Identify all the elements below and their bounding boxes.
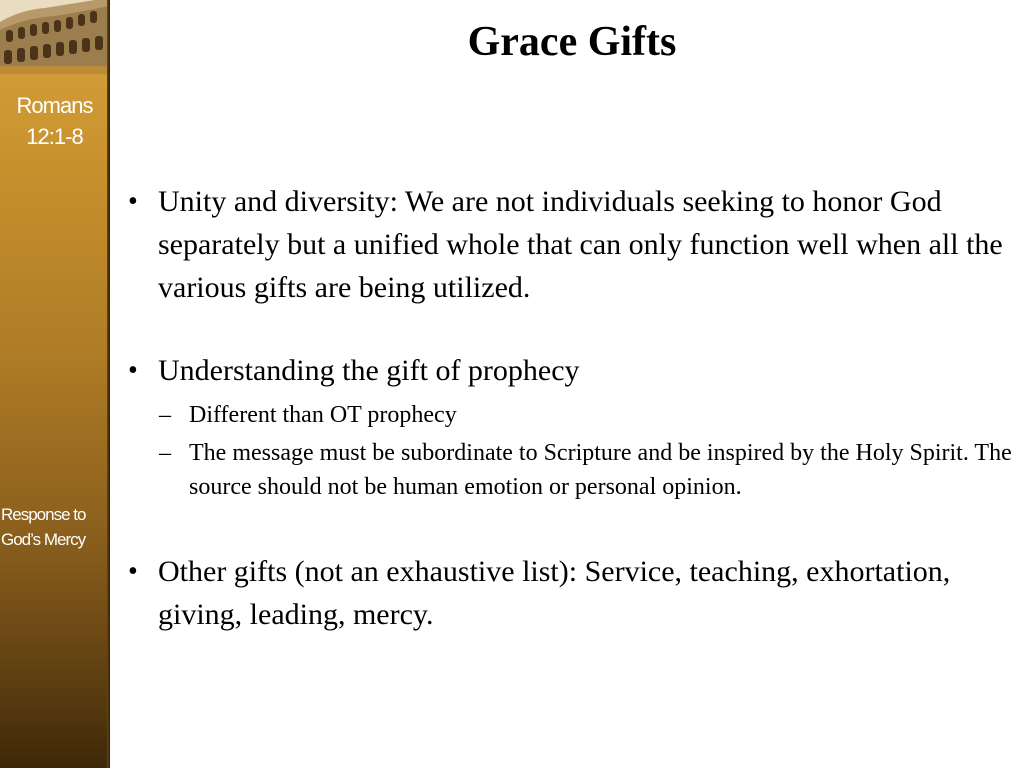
sidebar-title-line: 12:1-8: [26, 124, 83, 149]
bullet-item: [128, 349, 1018, 392]
slide-title: Grace Gifts: [467, 19, 677, 65]
colosseum-icon: [0, 0, 109, 74]
bullet-text: Understanding the gift of prophecy: [158, 354, 580, 387]
sub-bullet-text: The message must be subordinate to Scripture and be inspired by the Holy Spirit. The source should not be human emotion or personal opinion.: [189, 440, 1012, 500]
slide-content: [128, 180, 1018, 636]
bullet-icon: •: [128, 556, 138, 587]
dash-icon: –: [159, 402, 171, 428]
sidebar-footer: [1, 502, 109, 552]
sidebar-footer-line: Response to: [1, 505, 86, 524]
bullet-item: [128, 550, 1018, 636]
sub-bullet-item: [128, 436, 1018, 504]
bullet-icon: •: [128, 355, 138, 386]
bullet-icon: •: [128, 186, 138, 217]
bullet-text: Other gifts (not an exhaustive list): Service, teaching, exhortation, giving, leading, mercy.: [158, 555, 951, 631]
sidebar-title: [0, 90, 109, 152]
bullet-text: Unity and diversity: We are not individuals seeking to honor God separately but a unified whole that can only function well when all the various gifts are being utilized.: [158, 185, 1003, 304]
sub-bullet-text: Different than OT prophecy: [189, 402, 457, 428]
sidebar-edge: [107, 0, 110, 768]
sidebar-title-line: Romans: [16, 93, 93, 118]
bullet-item: [128, 180, 1018, 309]
sidebar-footer-line: God’s Mercy: [1, 530, 86, 549]
dash-icon: –: [159, 440, 171, 466]
sub-bullet-item: [128, 398, 1018, 432]
sidebar: [0, 0, 109, 768]
